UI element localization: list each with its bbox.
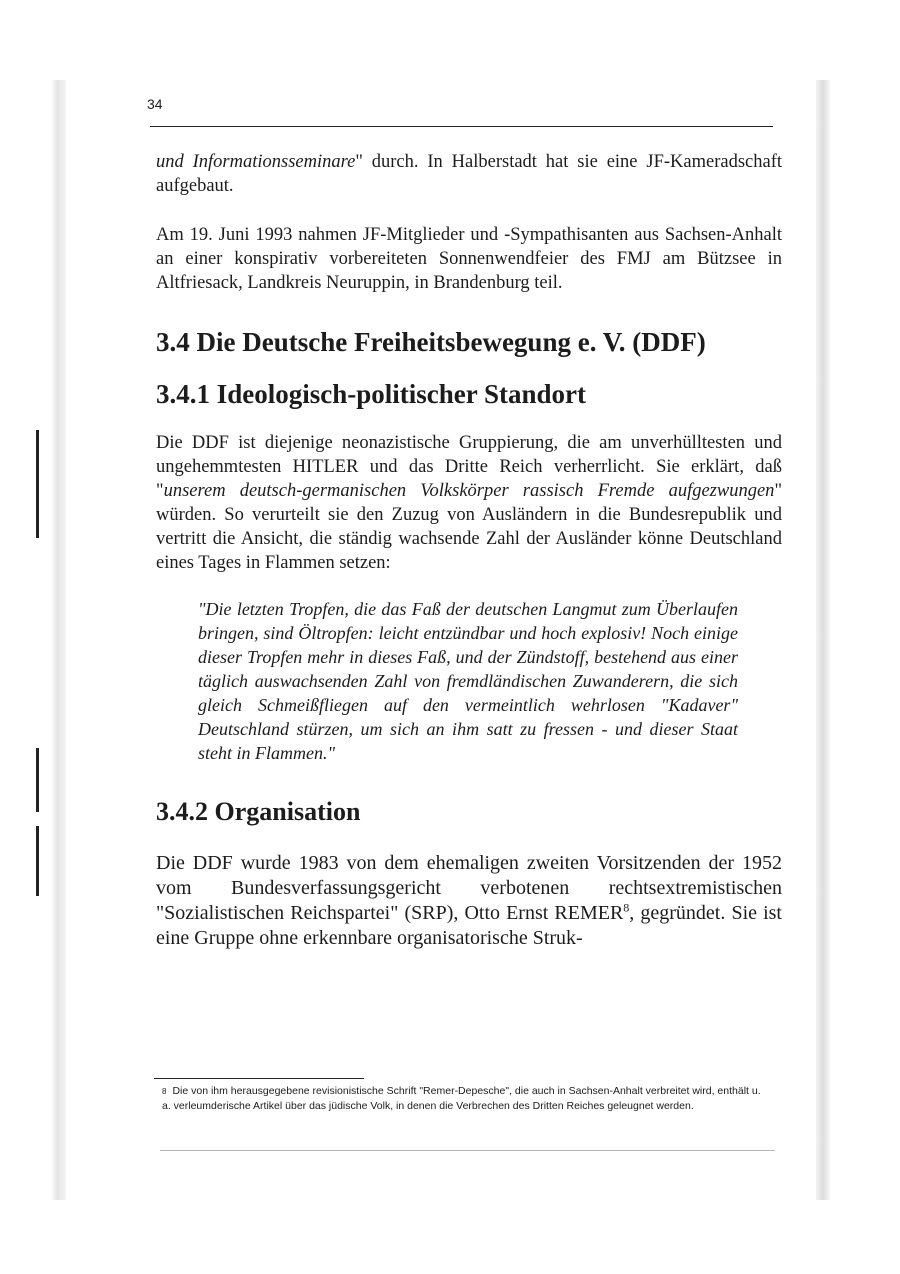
scan-edge-left [52,80,66,1200]
paragraph-3-text-a: Die DDF ist diejenige neonazistische Gruppierung, die am unverhülltesten und ungehemmtesten HITLER und das Dritte Reich verherrlicht. Sie erklärt, daß " [156,433,782,501]
paragraph-4-text-a: Die DDF wurde 1983 von dem ehemaligen zweiten Vorsitzenden der 1952 vom Bundesverfassungsgericht verbotenen rechtsextremistischen "Sozialistischen Reichspartei" (SRP), Otto Ernst REMER [156,852,782,924]
paragraph-3-text-b: " würden. So verurteilt sie den Zuzug von Ausländern in die Bundesrepublik und vertritt die Ansicht, die ständig wachsende Zahl der Ausländer könne Deutschland eines Tages in Flammen setzen: [156,481,782,573]
paragraph-4-text-b: , gegründet. Sie ist eine Gruppe ohne erkennbare organisatorische Struk- [156,902,782,949]
footnote [162,1084,762,1114]
paragraph-1-italic: und Informationsseminare [156,152,356,172]
footnote-mark: 8 [162,1087,167,1096]
footnote-rule [154,1078,364,1079]
footnote-reference[interactable]: 8 [623,900,630,915]
heading-3-4-1: 3.4.1 Ideologisch-politischer Standort [156,379,587,409]
paragraph-2: Am 19. Juni 1993 nahmen JF-Mitglieder und -Sympathisanten aus Sachsen-Anhalt an einer konspirativ vorbereiteten Sonnenwendfeier des FMJ am Bützsee in Altfriesack, Landkreis Neuruppin, in Brandenburg teil. [156,225,782,293]
paragraph-1 [156,150,782,198]
scan-edge-right [816,80,830,1200]
heading-3-4: 3.4 Die Deutsche Freiheitsbewegung e. V. (DDF) [156,327,706,357]
header-rule [150,126,773,127]
heading-3-4-2: 3.4.2 Organisation [156,797,361,826]
margin-mark-2 [36,748,39,812]
paragraph-3-italic: unserem deutsch-germanischen Volkskörper rassisch Fremde aufgezwungen [163,481,775,501]
block-quote: "Die letzten Tropfen, die das Faß der deutschen Langmut zum Überlaufen bringen, sind Öltropfen: leicht entzündbar und hoch explosiv! Noch einige dieser Tropfen mehr in dieses Faß, und der Zündstoff, bestehend aus einer täglich auswachsenden Zahl von fremdländischen Zuwanderern, die sich gleich Schmeißfliegen auf den vermeintlich wehrlosen "Kadaver" Deutschland stürzen, um sich an ihm satt zu fressen - und dieser Staat steht in Flammen." [198,599,738,763]
bottom-rule [160,1150,775,1151]
paragraph-3 [156,431,782,575]
margin-mark-1 [36,430,39,538]
page-body [156,150,782,951]
margin-mark-3 [36,826,39,896]
paragraph-1-text: " durch. In Halberstadt hat sie eine JF-Kameradschaft aufgebaut. [156,152,782,196]
footnote-text: Die von ihm herausgegebene revisionistische Schrift "Remer-Depesche", die auch in Sachsen-Anhalt verbreitet wird, enthält u. a. verleumderische Artikel über das jüdische Volk, in denen die Verbrechen des Dritten Reiches geleugnet werden. [162,1085,761,1112]
paragraph-4 [156,851,782,951]
page-number: 34 [147,96,163,112]
